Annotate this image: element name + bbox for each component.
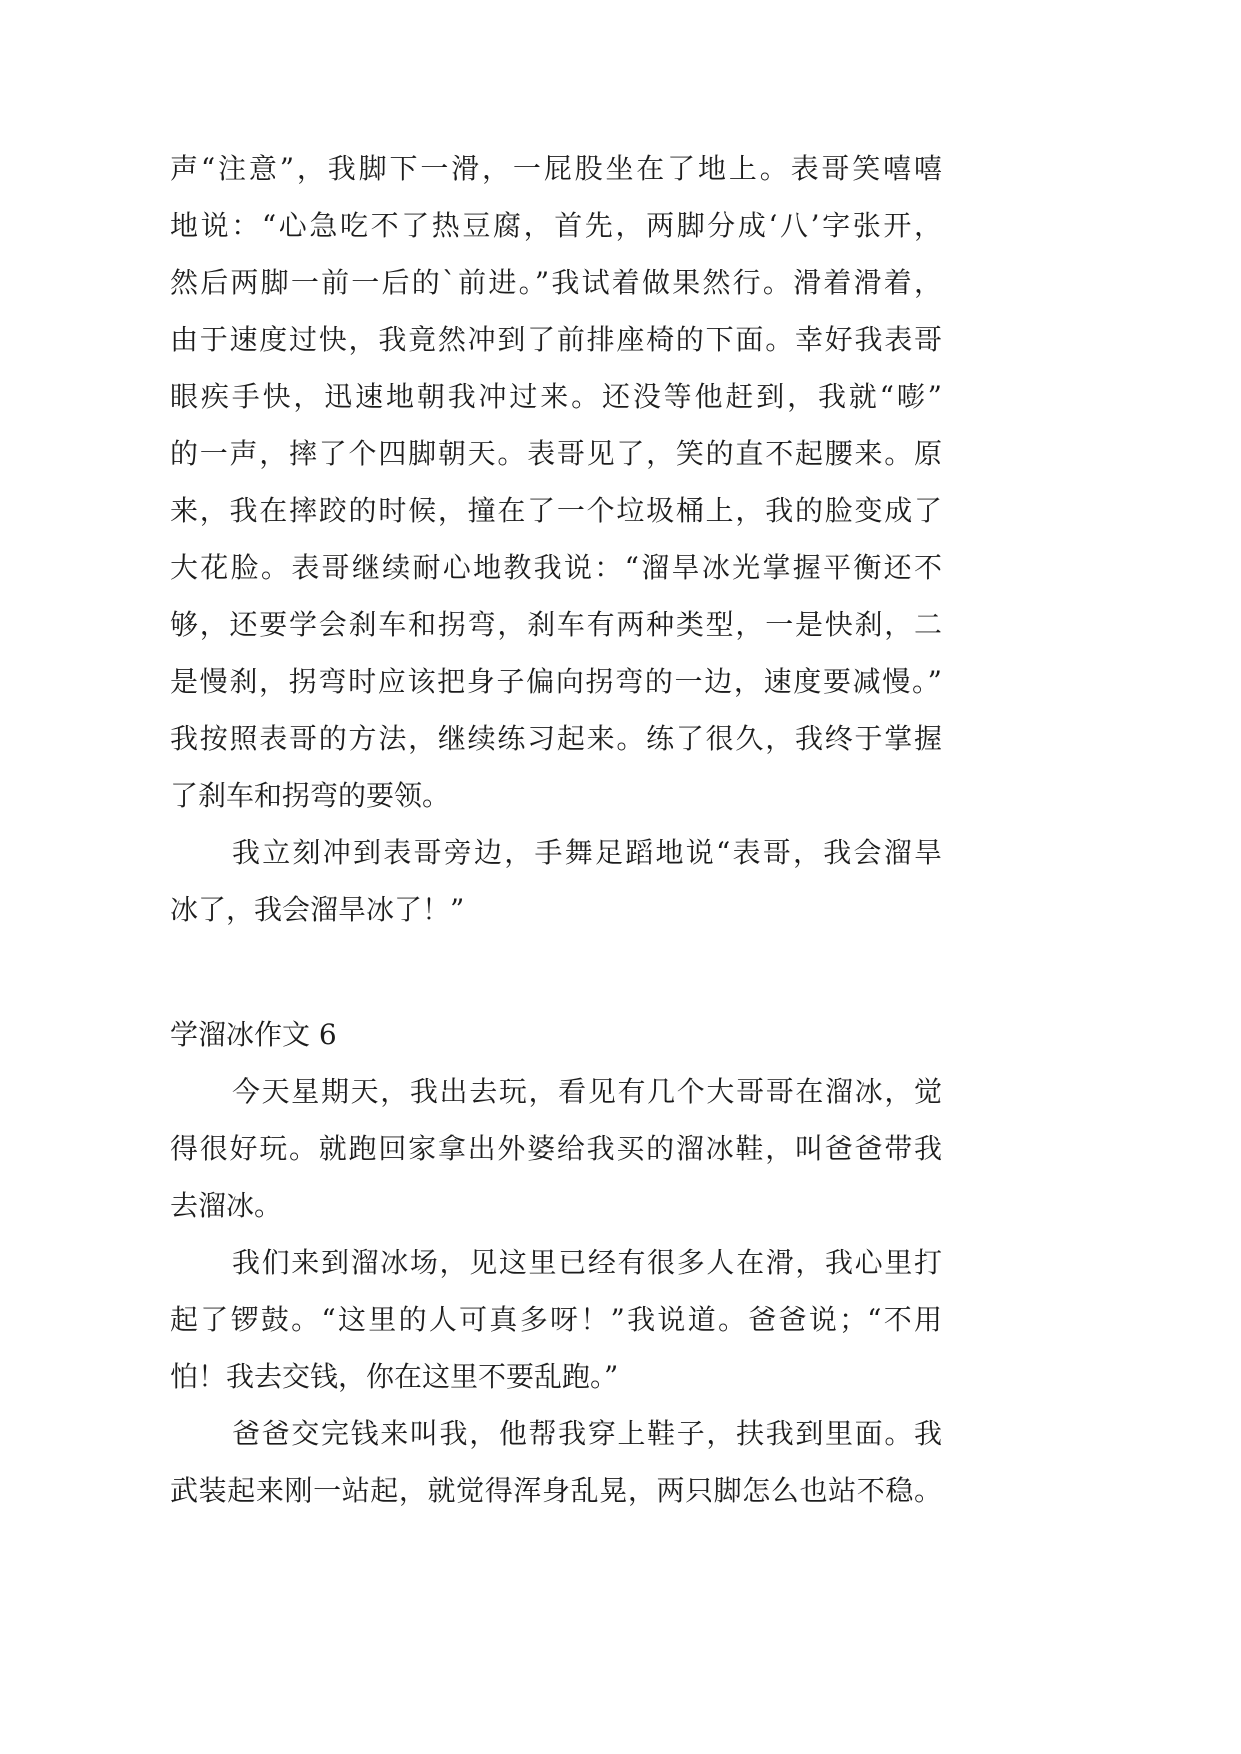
text-line: 起了锣鼓。“这里的人可真多呀！”我说道。爸爸说；“不用 [170, 1303, 942, 1336]
text-line: 我按照表哥的方法，继续练习起来。练了很久，我终于掌握 [170, 722, 942, 755]
paragraph [170, 824, 942, 938]
text-line: 由于速度过快，我竟然冲到了前排座椅的下面。幸好我表哥 [170, 323, 942, 356]
text-line: 武装起来刚一站起，就觉得浑身乱晃，两只脚怎么也站不稳。 [170, 1474, 942, 1507]
essay-section-continued [170, 140, 942, 938]
text-line: 地说：“心急吃不了热豆腐，首先，两脚分成‘八’字张开， [170, 209, 942, 242]
document-page [170, 140, 942, 1519]
text-line: 我立刻冲到表哥旁边，手舞足蹈地说“表哥，我会溜旱 [232, 836, 942, 869]
text-line: 然后两脚一前一后的`前进。”我试着做果然行。滑着滑着， [170, 266, 942, 299]
text-line: 眼疾手快，迅速地朝我冲过来。还没等他赶到，我就“嘭” [170, 380, 942, 413]
text-line: 的一声，摔了个四脚朝天。表哥见了，笑的直不起腰来。原 [170, 437, 942, 470]
paragraph [170, 1063, 942, 1234]
text-line: 去溜冰。 [170, 1189, 283, 1222]
text-line: 来，我在摔跤的时候，撞在了一个垃圾桶上，我的脸变成了 [170, 494, 942, 527]
text-line: 怕！我去交钱，你在这里不要乱跑。” [170, 1360, 619, 1393]
essay-section [170, 1006, 942, 1519]
text-line: 今天星期天，我出去玩，看见有几个大哥哥在溜冰，觉 [232, 1075, 942, 1108]
text-line: 够，还要学会刹车和拐弯，刹车有两种类型，一是快刹，二 [170, 608, 942, 641]
text-line: 得很好玩。就跑回家拿出外婆给我买的溜冰鞋，叫爸爸带我 [170, 1132, 942, 1165]
text-line: 冰了，我会溜旱冰了！” [170, 893, 465, 926]
text-line: 了刹车和拐弯的要领。 [170, 779, 451, 812]
essay-title: 学溜冰作文 6 [170, 1018, 337, 1051]
text-line: 是慢刹，拐弯时应该把身子偏向拐弯的一边，速度要减慢。” [170, 665, 942, 698]
paragraph [170, 1405, 942, 1519]
paragraph [170, 140, 942, 824]
text-line: 爸爸交完钱来叫我，他帮我穿上鞋子，扶我到里面。我 [232, 1417, 942, 1450]
text-line: 大花脸。表哥继续耐心地教我说：“溜旱冰光掌握平衡还不 [170, 551, 942, 584]
paragraph [170, 1234, 942, 1405]
text-line: 声“注意”，我脚下一滑，一屁股坐在了地上。表哥笑嘻嘻 [170, 152, 942, 185]
text-line: 我们来到溜冰场，见这里已经有很多人在滑，我心里打 [232, 1246, 942, 1279]
